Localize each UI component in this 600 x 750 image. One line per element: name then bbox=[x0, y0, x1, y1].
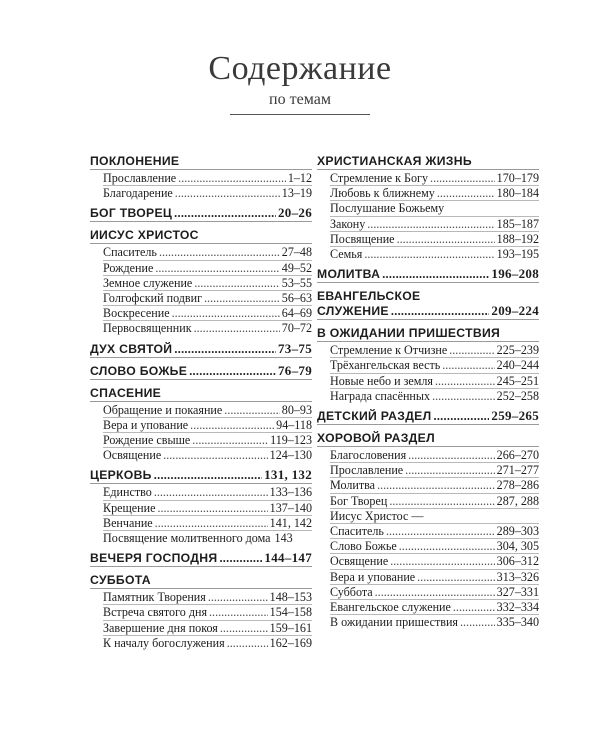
toc-entry[interactable] bbox=[330, 570, 539, 585]
section-heading-text: ИИСУС ХРИСТОС bbox=[90, 228, 199, 243]
entry-pages: 185–187 bbox=[496, 216, 539, 231]
entry-pages: 240–244 bbox=[496, 358, 539, 373]
dot-leader bbox=[386, 524, 495, 538]
dot-leader bbox=[417, 570, 495, 584]
toc-entry[interactable] bbox=[330, 494, 539, 509]
contents-section bbox=[317, 409, 539, 425]
entry-pages: 143 bbox=[274, 531, 293, 546]
section-entries bbox=[90, 170, 312, 200]
entry-title: Спаситель bbox=[103, 245, 157, 260]
section-heading-text: СПАСЕНИЕ bbox=[90, 385, 162, 400]
dot-leader bbox=[163, 448, 267, 462]
entry-title: Завершение дня покоя bbox=[103, 620, 218, 635]
contents-section bbox=[90, 342, 312, 358]
dot-leader bbox=[442, 358, 494, 372]
toc-entry[interactable] bbox=[103, 531, 312, 545]
entry-pages: 13–19 bbox=[281, 186, 312, 201]
dot-leader bbox=[154, 468, 262, 482]
entry-title: Рождение bbox=[103, 260, 154, 275]
section-entries bbox=[90, 244, 312, 335]
dot-leader bbox=[155, 516, 268, 530]
section-pages: 144–147 bbox=[264, 550, 312, 566]
dot-leader bbox=[449, 343, 494, 357]
toc-entry[interactable] bbox=[330, 524, 539, 539]
toc-entry[interactable] bbox=[330, 232, 539, 247]
section-heading-text: БОГ ТВОРЕЦ bbox=[90, 206, 173, 221]
toc-entry[interactable] bbox=[330, 217, 539, 232]
entry-pages: 266–270 bbox=[496, 448, 539, 463]
entry-title: Освящение bbox=[103, 448, 162, 463]
toc-entry[interactable] bbox=[103, 433, 312, 448]
entry-title: Стремление к Отчизне bbox=[330, 343, 448, 358]
section-heading-text: ЦЕРКОВЬ bbox=[90, 468, 152, 483]
entry-title: Стремление к Богу bbox=[330, 171, 429, 185]
entry-pages: 49–52 bbox=[281, 260, 312, 275]
dot-leader bbox=[391, 304, 490, 318]
toc-entry[interactable] bbox=[330, 463, 539, 478]
toc-entry[interactable] bbox=[330, 509, 539, 524]
toc-entry[interactable] bbox=[330, 171, 539, 186]
entry-title: Освящение bbox=[330, 554, 389, 569]
section-heading-text: СЛУЖЕНИЕ bbox=[317, 304, 389, 319]
entry-title: Памятник Творения bbox=[103, 590, 206, 605]
entry-title: К началу богослужения bbox=[103, 635, 225, 650]
entry-title: Благословения bbox=[330, 448, 407, 463]
toc-entry[interactable] bbox=[330, 358, 539, 373]
dot-leader bbox=[389, 494, 494, 508]
section-pages: 259–265 bbox=[491, 408, 539, 424]
entry-pages: 188–192 bbox=[496, 231, 539, 246]
entry-pages: 141, 142 bbox=[269, 515, 312, 530]
dot-leader bbox=[408, 448, 495, 462]
dot-leader bbox=[220, 621, 268, 635]
toc-entry[interactable] bbox=[103, 418, 312, 433]
toc-entry[interactable] bbox=[103, 485, 312, 500]
entry-pages: 180–184 bbox=[496, 186, 539, 201]
entry-title: Спаситель bbox=[330, 524, 384, 539]
dot-leader bbox=[208, 590, 268, 604]
toc-entry[interactable] bbox=[103, 501, 312, 516]
entry-title: Венчание bbox=[103, 515, 153, 530]
toc-entry[interactable] bbox=[103, 590, 312, 605]
contents-column-right bbox=[317, 154, 539, 635]
section-heading-text: ВЕЧЕРЯ ГОСПОДНЯ bbox=[90, 551, 218, 566]
toc-entry[interactable] bbox=[330, 448, 539, 463]
contents-section bbox=[90, 386, 312, 463]
entry-pages: 137–140 bbox=[269, 500, 312, 515]
dot-leader bbox=[155, 261, 279, 275]
toc-entry[interactable] bbox=[103, 605, 312, 620]
toc-entry[interactable] bbox=[330, 478, 539, 493]
contents-section bbox=[90, 468, 312, 545]
section-heading[interactable] bbox=[317, 267, 539, 283]
entry-title: Награда спасённых bbox=[330, 388, 431, 403]
toc-entry[interactable] bbox=[103, 291, 312, 306]
section-heading[interactable] bbox=[90, 551, 312, 567]
toc-entry[interactable] bbox=[330, 539, 539, 554]
section-pages: 209–224 bbox=[491, 303, 539, 319]
toc-entry[interactable] bbox=[103, 276, 312, 291]
dot-leader bbox=[154, 485, 268, 499]
entry-pages: 252–258 bbox=[496, 388, 539, 403]
entry-pages: 313–326 bbox=[496, 569, 539, 584]
entry-pages: 287, 288 bbox=[496, 493, 539, 508]
contents-section bbox=[317, 326, 539, 403]
toc-entry[interactable] bbox=[330, 247, 539, 261]
entry-title: Посвящение bbox=[330, 231, 395, 246]
entry-title: Земное служение bbox=[103, 275, 193, 290]
entry-pages: 289–303 bbox=[496, 524, 539, 539]
entry-title: Встреча святого дня bbox=[103, 605, 208, 620]
entry-title: Единство bbox=[103, 485, 152, 500]
section-heading-text: ЕВАНГЕЛЬСКОЕ bbox=[317, 289, 421, 304]
section-entries bbox=[317, 447, 539, 629]
entry-pages: 278–286 bbox=[496, 478, 539, 493]
dot-leader bbox=[397, 232, 495, 246]
entry-pages: 119–123 bbox=[270, 433, 312, 448]
dot-leader bbox=[375, 585, 495, 599]
dot-leader bbox=[178, 171, 286, 185]
entry-title: Вера и упование bbox=[330, 569, 416, 584]
entry-title: Крещение bbox=[103, 500, 156, 515]
dot-leader bbox=[227, 636, 268, 650]
entry-title: Любовь к ближнему bbox=[330, 186, 435, 201]
toc-entry[interactable] bbox=[330, 389, 539, 403]
contents-section bbox=[317, 289, 539, 320]
dot-leader bbox=[204, 291, 280, 305]
entry-title: Послушание Божьему bbox=[330, 201, 445, 216]
entry-title: Первосвященник bbox=[103, 321, 192, 336]
section-heading[interactable] bbox=[90, 468, 312, 484]
toc-entry[interactable] bbox=[103, 171, 312, 186]
dot-leader bbox=[367, 217, 494, 231]
entry-title: Вера и упование bbox=[103, 417, 189, 432]
dot-leader bbox=[364, 247, 494, 261]
toc-entry[interactable] bbox=[330, 186, 539, 201]
entry-title: Суббота bbox=[330, 584, 373, 599]
entry-pages: 304, 305 bbox=[496, 539, 539, 554]
entry-pages: 225–239 bbox=[496, 343, 539, 358]
toc-entry[interactable] bbox=[103, 306, 312, 321]
dot-leader bbox=[175, 186, 280, 200]
page-title: Содержание bbox=[208, 50, 392, 87]
entry-pages: 148–153 bbox=[269, 590, 312, 605]
toc-entry[interactable] bbox=[103, 245, 312, 260]
dot-leader bbox=[430, 171, 495, 185]
section-pages: 73–75 bbox=[278, 340, 312, 356]
entry-title: Обращение и покаяние bbox=[103, 402, 223, 417]
section-entries bbox=[90, 589, 312, 650]
entry-title: В ожидании пришествия bbox=[330, 615, 458, 630]
entry-title: Прославление bbox=[330, 463, 404, 478]
dot-leader bbox=[192, 433, 268, 447]
contents-section bbox=[90, 573, 312, 650]
dot-leader bbox=[433, 409, 489, 423]
dot-leader bbox=[174, 342, 276, 356]
section-heading[interactable] bbox=[90, 154, 312, 170]
contents-section bbox=[90, 364, 312, 380]
dot-leader bbox=[390, 554, 494, 568]
section-heading-continued[interactable] bbox=[317, 304, 539, 320]
contents-column-left bbox=[90, 154, 312, 656]
entry-pages: 332–334 bbox=[496, 600, 539, 615]
dot-leader bbox=[453, 600, 495, 614]
entry-title: Благодарение bbox=[103, 186, 173, 201]
section-pages: 131, 132 bbox=[264, 467, 312, 483]
toc-entry[interactable] bbox=[330, 343, 539, 358]
toc-entry[interactable] bbox=[330, 554, 539, 569]
dot-leader bbox=[209, 605, 268, 619]
entry-title: Трёхангельская весть bbox=[330, 358, 441, 373]
toc-entry[interactable] bbox=[103, 261, 312, 276]
toc-entry[interactable] bbox=[103, 186, 312, 200]
entry-pages: 271–277 bbox=[496, 463, 539, 478]
section-pages: 196–208 bbox=[491, 266, 539, 282]
dot-leader bbox=[399, 539, 495, 553]
section-heading[interactable] bbox=[90, 573, 312, 589]
entry-title: Семья bbox=[330, 247, 363, 262]
entry-pages: 56–63 bbox=[281, 291, 312, 306]
section-heading[interactable] bbox=[317, 409, 539, 425]
section-heading-text: В ОЖИДАНИИ ПРИШЕСТВИЯ bbox=[317, 326, 501, 341]
entry-pages: 170–179 bbox=[496, 171, 539, 185]
section-heading[interactable] bbox=[317, 289, 539, 304]
entry-pages: 193–195 bbox=[496, 247, 539, 262]
dot-leader bbox=[405, 463, 495, 477]
entry-title: Бог Творец bbox=[330, 493, 388, 508]
section-entries bbox=[90, 402, 312, 463]
section-heading-text: СУББОТА bbox=[90, 573, 151, 588]
section-pages: 20–26 bbox=[278, 205, 312, 221]
dot-leader bbox=[382, 267, 489, 281]
toc-entry[interactable] bbox=[103, 403, 312, 418]
contents-section bbox=[90, 228, 312, 335]
toc-entry[interactable] bbox=[330, 585, 539, 600]
section-heading[interactable] bbox=[317, 154, 539, 170]
toc-entry[interactable] bbox=[330, 374, 539, 389]
entry-pages: 159–161 bbox=[269, 620, 312, 635]
contents-section bbox=[317, 267, 539, 283]
section-heading[interactable] bbox=[90, 386, 312, 402]
section-entries bbox=[90, 484, 312, 545]
contents-section bbox=[317, 431, 539, 629]
toc-entry[interactable] bbox=[330, 600, 539, 615]
entry-title: Воскресение bbox=[103, 306, 170, 321]
dot-leader bbox=[219, 551, 262, 565]
dot-leader bbox=[190, 418, 274, 432]
entry-pages: 154–158 bbox=[269, 605, 312, 620]
entry-title: Евангельское служение bbox=[330, 600, 451, 615]
entry-title: Рождение свыше bbox=[103, 433, 191, 448]
entry-pages: 80–93 bbox=[281, 402, 312, 417]
contents-section bbox=[90, 206, 312, 222]
toc-entry[interactable] bbox=[330, 201, 539, 216]
section-heading-text: МОЛИТВА bbox=[317, 267, 381, 282]
section-heading[interactable] bbox=[317, 431, 539, 447]
section-heading-text: ПОКЛОНЕНИЕ bbox=[90, 154, 180, 168]
entry-pages: 53–55 bbox=[281, 275, 312, 290]
contents-section bbox=[317, 154, 539, 261]
section-heading[interactable] bbox=[90, 364, 312, 380]
toc-entry[interactable] bbox=[103, 621, 312, 636]
dot-leader bbox=[172, 306, 280, 320]
entry-pages: 124–130 bbox=[269, 448, 312, 463]
section-entries bbox=[317, 342, 539, 403]
section-heading-text: ДЕТСКИЙ РАЗДЕЛ bbox=[317, 409, 432, 424]
entry-pages: 335–340 bbox=[496, 615, 539, 630]
section-heading-text: СЛОВО БОЖЬЕ bbox=[90, 363, 188, 378]
dot-leader bbox=[460, 615, 495, 629]
section-heading-text: ХРИСТИАНСКАЯ ЖИЗНЬ bbox=[317, 154, 472, 168]
section-heading-text: ХОРОВОЙ РАЗДЕЛ bbox=[317, 431, 435, 446]
dot-leader bbox=[159, 245, 280, 259]
page-subtitle: по темам bbox=[269, 91, 331, 108]
entry-title: Новые небо и земля bbox=[330, 373, 433, 388]
section-entries bbox=[317, 170, 539, 261]
dot-leader bbox=[224, 403, 279, 417]
section-heading[interactable] bbox=[90, 206, 312, 222]
section-heading[interactable] bbox=[317, 326, 539, 342]
dot-leader bbox=[157, 501, 267, 515]
contents-section bbox=[90, 551, 312, 567]
dot-leader bbox=[174, 206, 276, 220]
entry-pages: 327–331 bbox=[496, 584, 539, 599]
contents-section bbox=[90, 154, 312, 200]
entry-title: Посвящение молитвенного дома bbox=[103, 531, 271, 546]
section-heading[interactable] bbox=[90, 342, 312, 358]
dot-leader bbox=[377, 478, 495, 492]
dot-leader bbox=[194, 276, 279, 290]
toc-entry[interactable] bbox=[103, 321, 312, 335]
entry-pages: 133–136 bbox=[269, 485, 312, 500]
entry-title: Слово Божье bbox=[330, 539, 397, 554]
section-heading[interactable] bbox=[90, 228, 312, 244]
entry-title: Иисус Христос — bbox=[330, 508, 424, 523]
section-pages: 76–79 bbox=[278, 362, 312, 378]
entry-title: Закону bbox=[330, 216, 366, 231]
entry-pages: 70–72 bbox=[281, 321, 312, 336]
dot-leader bbox=[435, 374, 495, 388]
dot-leader bbox=[189, 364, 276, 378]
toc-entry[interactable] bbox=[103, 516, 312, 531]
toc-entry[interactable] bbox=[103, 448, 312, 462]
dot-leader bbox=[194, 321, 280, 335]
entry-title: Прославление bbox=[103, 171, 177, 185]
entry-pages: 64–69 bbox=[281, 306, 312, 321]
entry-title: Голгофский подвиг bbox=[103, 291, 203, 306]
dot-leader bbox=[437, 186, 495, 200]
entry-pages: 94–118 bbox=[276, 417, 312, 432]
dot-leader bbox=[432, 389, 495, 403]
section-heading-text: ДУХ СВЯТОЙ bbox=[90, 341, 173, 356]
entry-pages: 306–312 bbox=[496, 554, 539, 569]
toc-entry[interactable] bbox=[103, 636, 312, 650]
entry-pages: 162–169 bbox=[269, 635, 312, 650]
entry-pages: 1–12 bbox=[287, 171, 312, 185]
entry-pages: 245–251 bbox=[496, 373, 539, 388]
toc-entry[interactable] bbox=[330, 615, 539, 629]
entry-title: Молитва bbox=[330, 478, 376, 493]
subtitle-divider bbox=[230, 114, 370, 115]
entry-pages: 27–48 bbox=[281, 245, 312, 260]
